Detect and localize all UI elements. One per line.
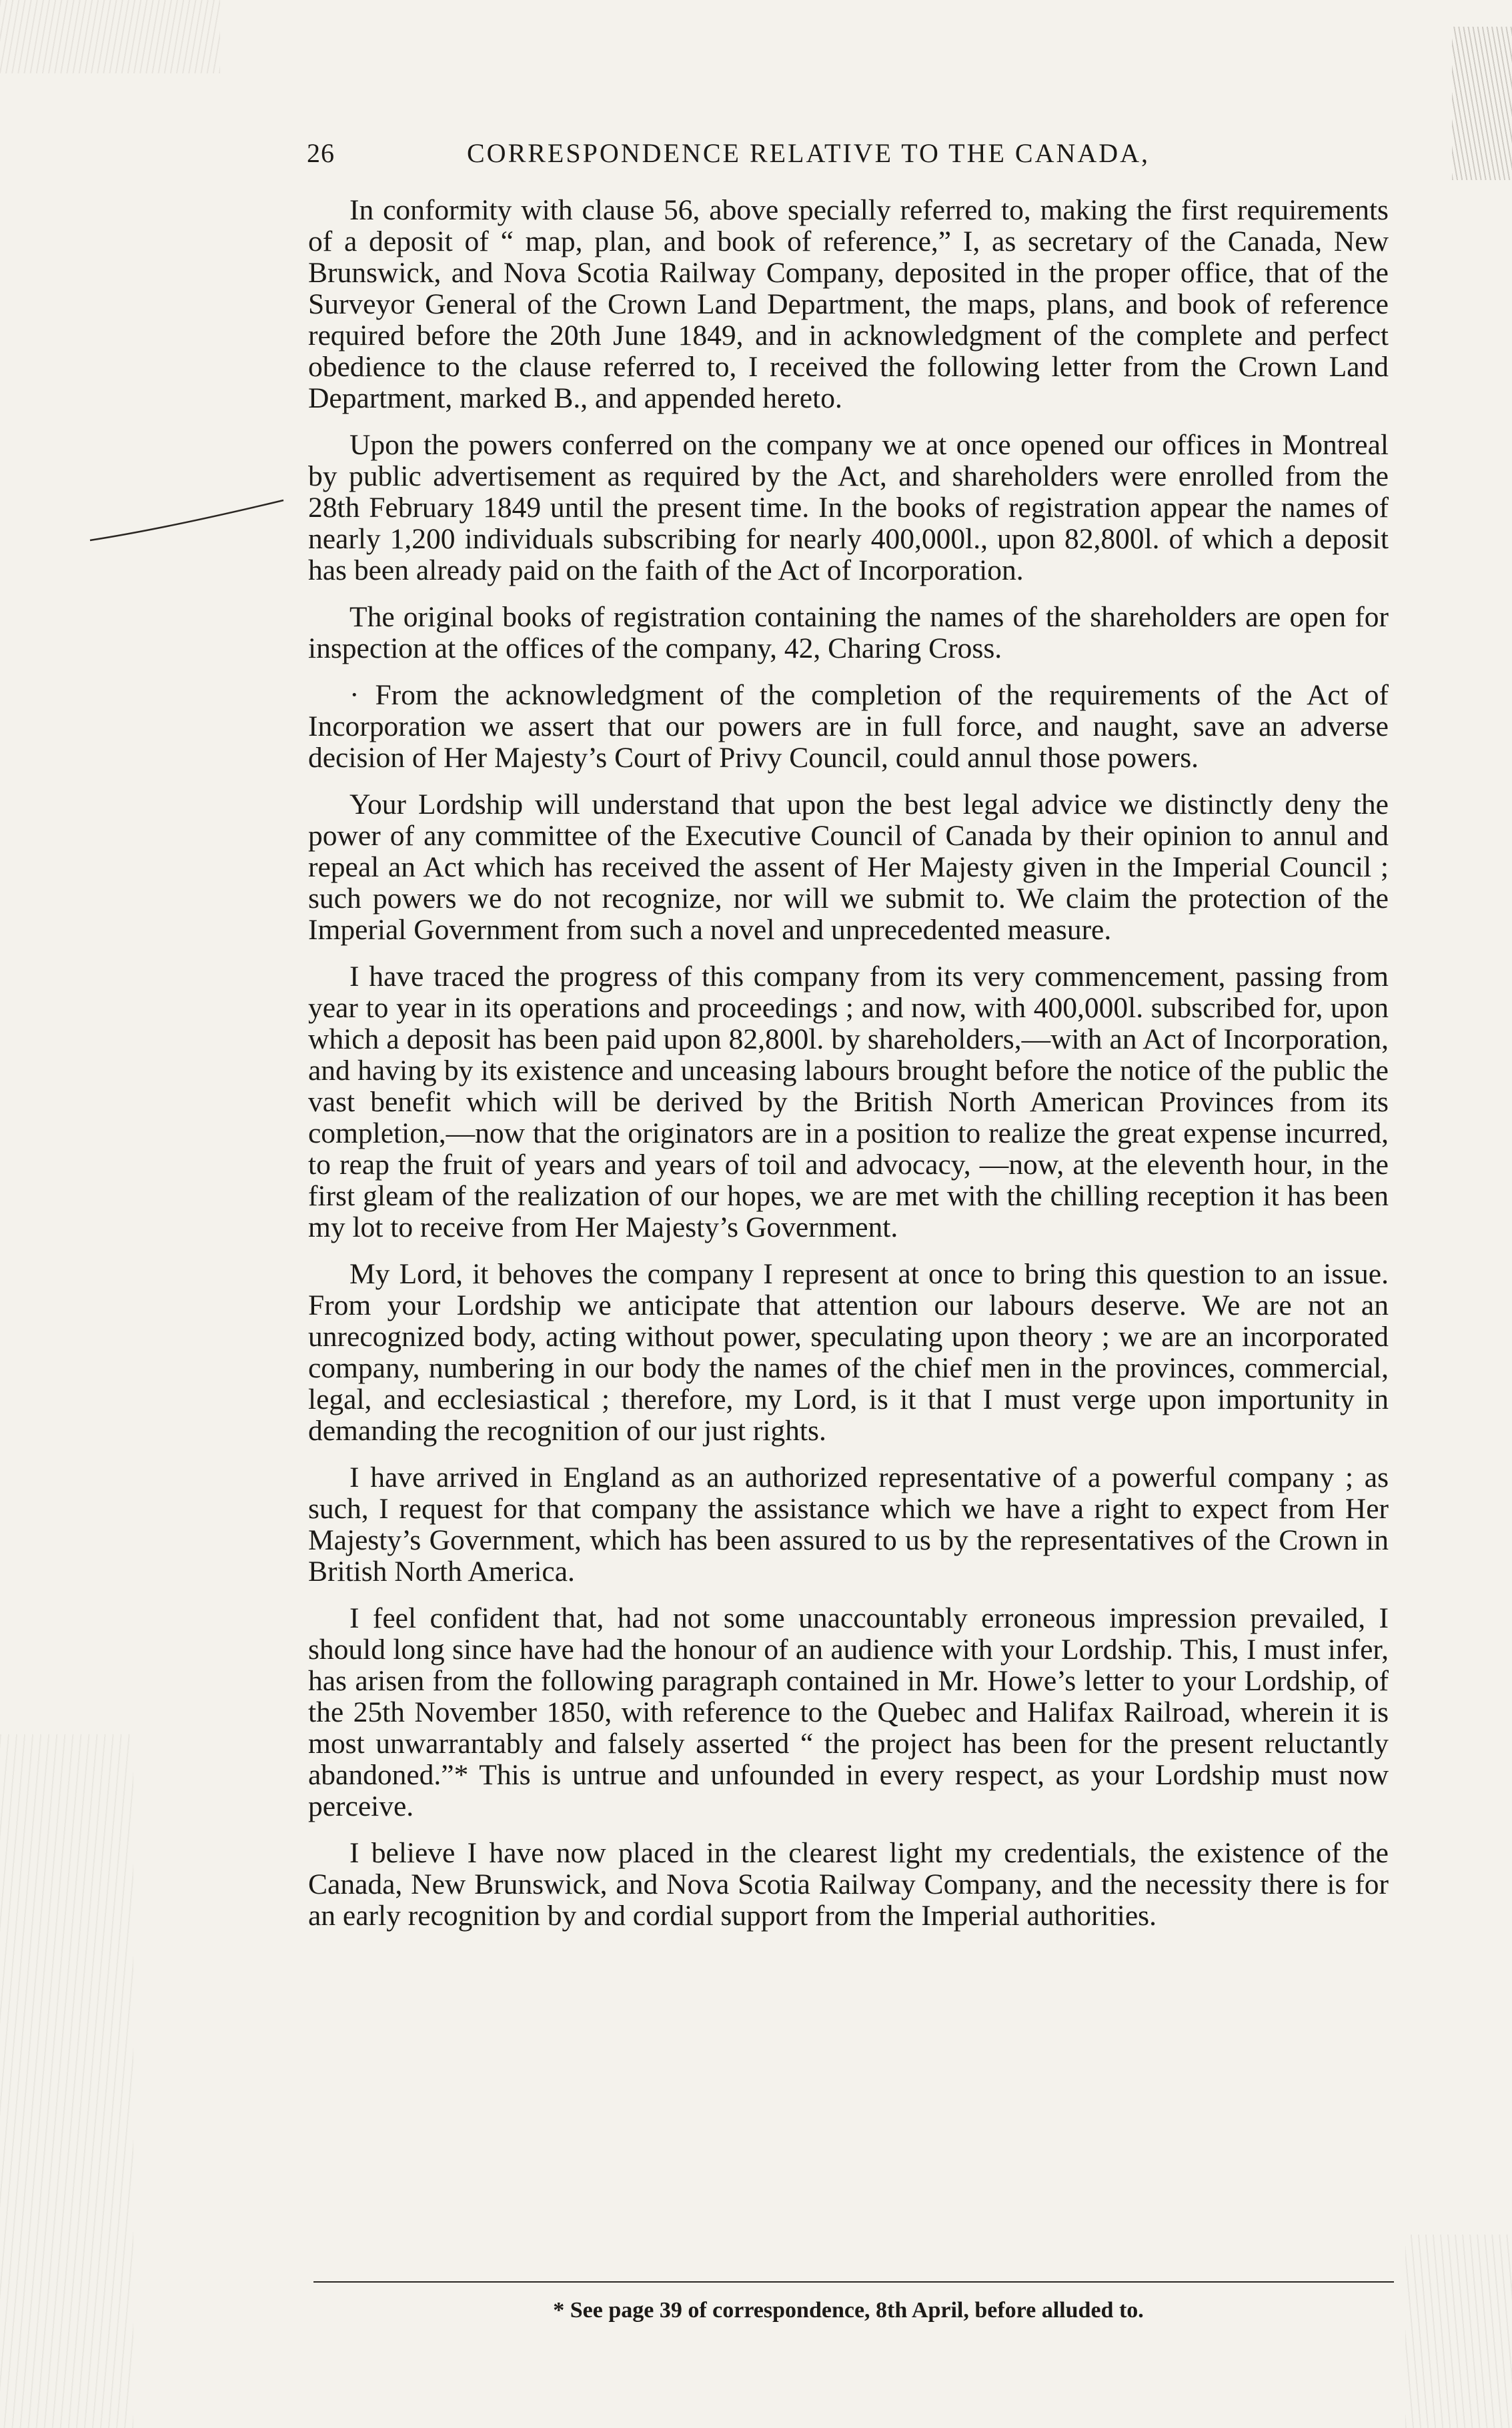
paragraph: · From the acknowledgment of the completion of the requirements of the Act of Incorporation we assert that our powers are in full force, and naught, save an adverse decision of Her Majesty’s Court of Privy Council, could annul those powers. <box>308 679 1389 774</box>
paragraph: I feel confident that, had not some unaccountably erroneous impression prevailed, I should long since have had the honour of an audience with your Lordship. This, I must infer, has arisen from the following paragraph contained in Mr. Howe’s letter to your Lordship, of the 25th November 1850, with reference to the Quebec and Halifax Railroad, wherein it is most unwarrantably and falsely asserted “ the project has been for the present reluctantly abandoned.”* This is untrue and unfounded in every respect, as your Lordship must now perceive. <box>308 1602 1389 1822</box>
body-text <box>308 195 1389 1947</box>
page-number: 26 <box>307 138 335 168</box>
running-head: CORRESPONDENCE RELATIVE TO THE CANADA, <box>467 138 1151 168</box>
paragraph: I have traced the progress of this company from its very commencement, passing from year to year in its operations and proceedings ; and now, with 400,000l. subscribed for, upon which a deposit has been paid upon 82,800l. by shareholders,—with an Act of Incorporation, and having by its existence and unceasing labours brought before the notice of the public the vast benefit which will be derived by the British North American Provinces from its completion,—now that the originators are in a position to realize the great expense incurred, to reap the fruit of years and years of toil and advocacy, —now, at the eleventh hour, in the first gleam of the realization of our hopes, we are met with the chilling reception it has been my lot to receive from Her Majesty’s Government. <box>308 961 1389 1243</box>
footnote-rule <box>313 2281 1394 2283</box>
paper-speckle <box>1405 2235 1512 2428</box>
paragraph: I have arrived in England as an authorized representative of a powerful company ; as such, I request for that company the assistance which we have a right to expect from Her Majesty’s Government, which has been assured to us by the representatives of the Crown in British North America. <box>308 1461 1389 1588</box>
margin-pencil-mark <box>87 499 287 552</box>
paper-speckle <box>0 1734 133 2428</box>
paper-speckle <box>0 0 220 73</box>
paragraph: Upon the powers conferred on the company we at once opened our offices in Montreal by public advertisement as required by the Act, and shareholders were enrolled from the 28th February 1849 until the present time. In the books of registration appear the names of nearly 1,200 individuals subscribing for nearly 400,000l., upon 82,800l. of which a deposit has been already paid on the faith of the Act of Incorporation. <box>308 429 1389 586</box>
paragraph: I believe I have now placed in the clearest light my credentials, the existence of the Canada, New Brunswick, and Nova Scotia Railway Company, and the necessity there is for an early recognition by and cordial support from the Imperial authorities. <box>308 1837 1389 1932</box>
paper-speckle <box>1452 27 1512 180</box>
paragraph: In conformity with clause 56, above specially referred to, making the first requirements of a deposit of “ map, plan, and book of reference,” I, as secretary of the Canada, New Brunswick, and Nova Scotia Railway Company, deposited in the proper office, that of the Surveyor General of the Crown Land Department, the maps, plans, and book of reference required before the 20th June 1849, and in acknowledgment of the complete and perfect obedience to the clause referred to, I received the following letter from the Crown Land Department, marked B., and appended hereto. <box>308 194 1389 414</box>
paragraph: The original books of registration containing the names of the shareholders are open for inspection at the offices of the company, 42, Charing Cross. <box>308 601 1389 664</box>
paragraph: My Lord, it behoves the company I represent at once to bring this question to an issue. From your Lordship we anticipate that attention our labours deserve. We are not an unrecognized body, acting without power, speculating upon theory ; we are an incorporated company, numbering in our body the names of the chief men in the provinces, commercial, legal, and ecclesiastical ; therefore, my Lord, is it that I must verge upon importunity in demanding the recognition of our just rights. <box>308 1258 1389 1447</box>
paragraph: Your Lordship will understand that upon the best legal advice we distinctly deny the power of any committee of the Executive Council of Canada by their opinion to annul and repeal an Act which has received the assent of Her Majesty given in the Imperial Council ; such powers we do not recognize, nor will we submit to. We claim the protection of the Imperial Government from such a novel and unprecedented measure. <box>308 788 1389 946</box>
footnote: * See page 39 of correspondence, 8th April, before alluded to. <box>553 2298 1144 2323</box>
